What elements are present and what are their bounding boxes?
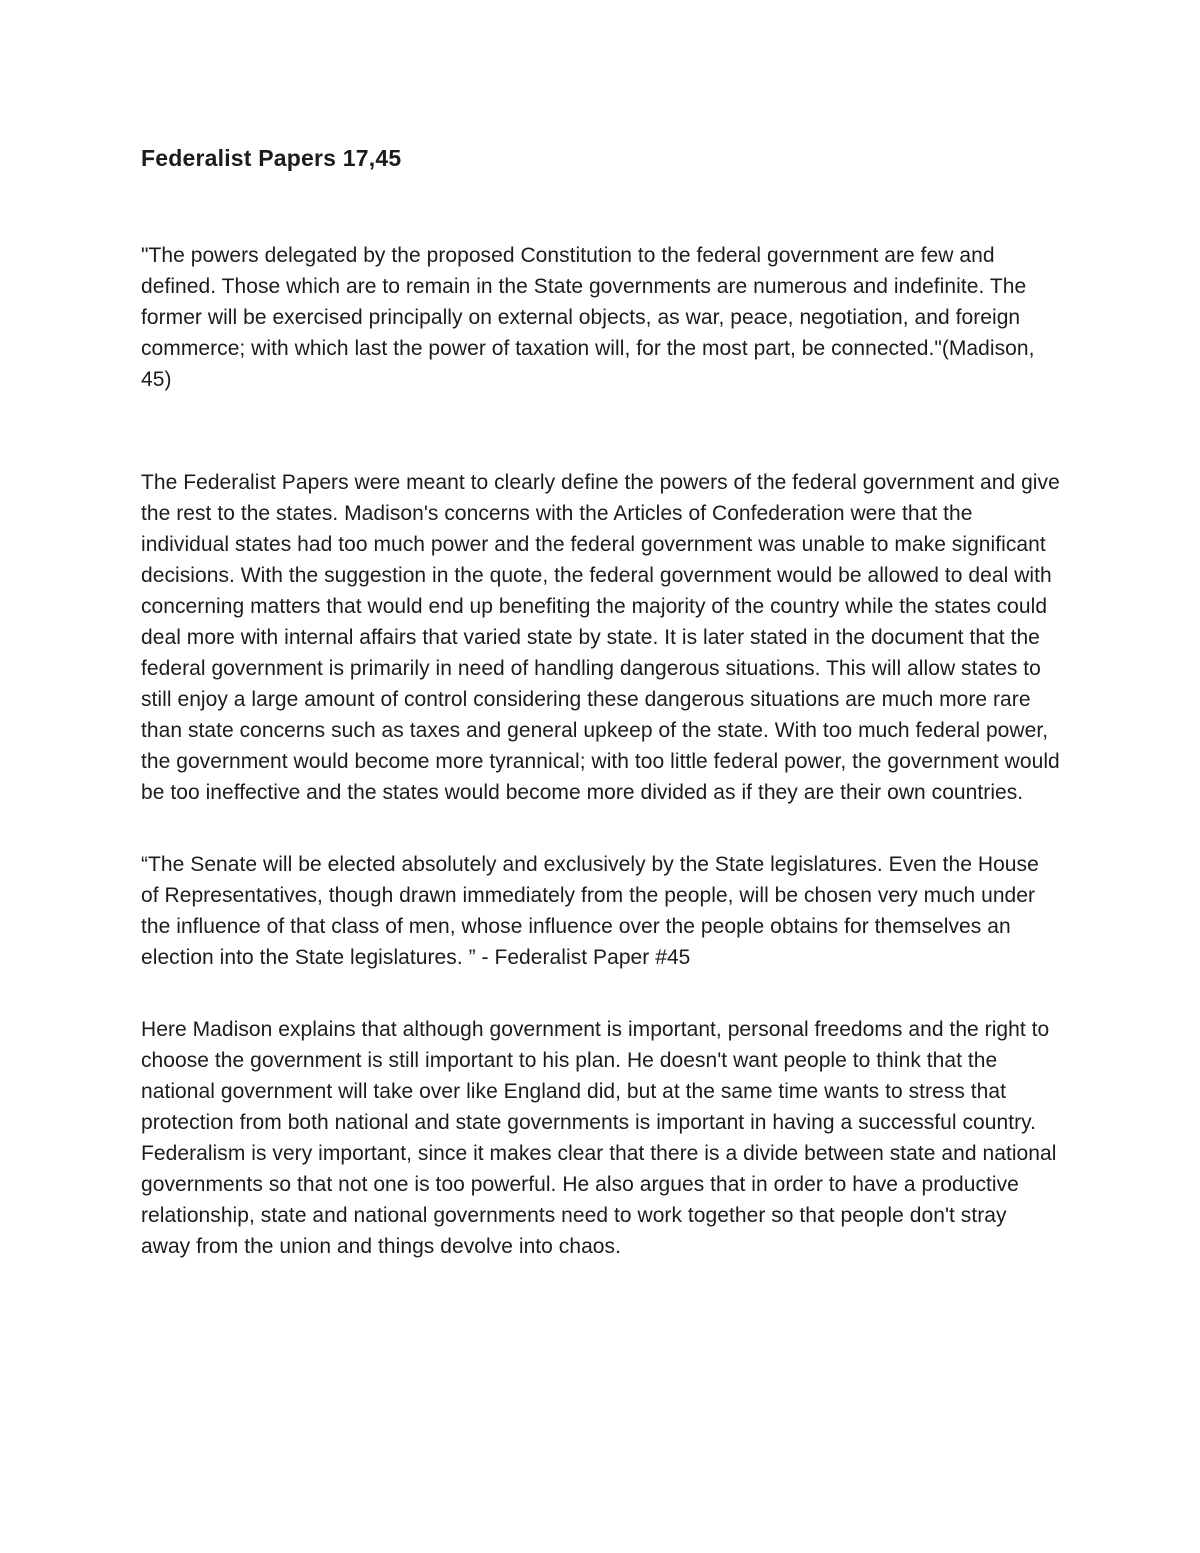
analysis-paragraph: The Federalist Papers were meant to clearly define the powers of the federal government and give the rest to the states. Madison's concerns with the Articles of Confederation were that the individual states had too much power and the federal government was unable to make significant decisions. With the suggestion in the quote, the federal government would be allowed to deal with concerning matters that would end up benefiting the majority of the country while the states could deal more with internal affairs that varied state by state. It is later stated in the document that the federal government is primarily in need of handling dangerous situations. This will allow states to still enjoy a large amount of control considering these dangerous situations are much more rare than state concerns such as taxes and general upkeep of the state. With too much federal power, the government would become more tyrannical; with too little federal power, the government would be too ineffective and the states would become more divided as if they are their own countries. (141, 471, 1060, 804)
senate-quote-paragraph: “The Senate will be elected absolutely and exclusively by the State legislatures. Even the House of Representatives, though drawn immediately from the people, will be chosen very much under the influence of that class of men, whose influence over the people obtains for themselves an election into the State legislatures. ” - Federalist Paper #45 (141, 853, 1039, 969)
explanation-paragraph: Here Madison explains that although government is important, personal freedoms and the right to choose the government is still important to his plan. He doesn't want people to think that the national government will take over like England did, but at the same time wants to stress that protection from both national and state governments is important in having a successful country. Federalism is very important, since it makes clear that there is a divide between state and national governments so that not one is too powerful. He also argues that in order to have a productive relationship, state and national governments need to work together so that people don't stray away from the union and things devolve into chaos. (141, 1018, 1057, 1258)
document-title: Federalist Papers 17,45 (141, 145, 402, 171)
madison-quote-paragraph: "The powers delegated by the proposed Constitution to the federal government are few and defined. Those which are to remain in the State governments are numerous and indefinite. The former will be exercised principally on external objects, as war, peace, negotiation, and foreign commerce; with which last the power of taxation will, for the most part, be connected."(Madison, 45) (141, 244, 1035, 391)
